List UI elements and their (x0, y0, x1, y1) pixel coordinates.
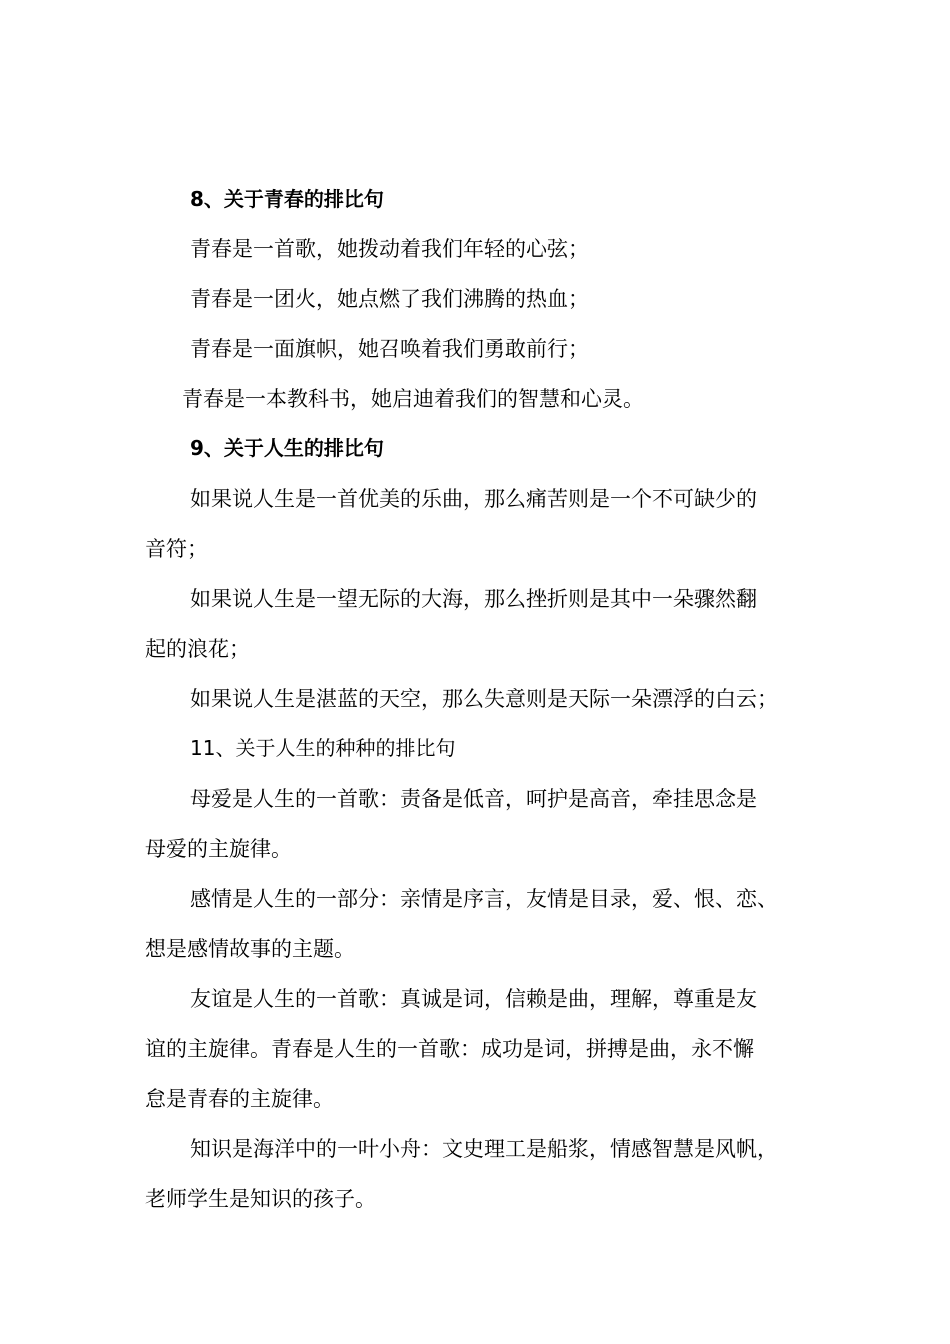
paragraph-line: 青春是一团火，她点燃了我们沸腾的热血； (190, 287, 589, 311)
paragraph-line: 如果说人生是湛蓝的天空，那么失意则是天际一朵漂浮的白云； (190, 687, 778, 711)
section-heading-youth: 8、关于青春的排比句 (190, 187, 384, 211)
paragraph-line: 想是感情故事的主题。 (145, 937, 355, 961)
paragraph-line: 青春是一首歌，她拨动着我们年轻的心弦； (190, 237, 589, 261)
paragraph-line: 起的浪花； (145, 637, 250, 661)
paragraph-line: 感情是人生的一部分：亲情是序言，友情是目录，爱、恨、恋、 (190, 887, 778, 911)
paragraph-line: 友谊是人生的一首歌：真诚是词，信赖是曲，理解，尊重是友 (190, 987, 757, 1011)
paragraph-line: 怠是青春的主旋律。 (145, 1087, 334, 1111)
paragraph-line: 母爱的主旋律。 (145, 837, 292, 861)
paragraph-line: 青春是一面旗帜，她召唤着我们勇敢前行； (190, 337, 589, 361)
section-heading-life-aspects: 11、关于人生的种种的排比句 (190, 736, 456, 760)
paragraph-line: 母爱是人生的一首歌：责备是低音，呵护是高音，牵挂思念是 (190, 787, 757, 811)
paragraph-line: 音符； (145, 537, 208, 561)
paragraph-line: 如果说人生是一首优美的乐曲，那么痛苦则是一个不可缺少的 (190, 487, 757, 511)
paragraph-line: 知识是海洋中的一叶小舟：文史理工是船浆，情感智慧是风帆， (190, 1137, 778, 1161)
section-heading-life: 9、关于人生的排比句 (190, 436, 384, 460)
paragraph-line: 老师学生是知识的孩子。 (145, 1187, 376, 1211)
paragraph-line: 谊的主旋律。青春是人生的一首歌：成功是词，拼搏是曲，永不懈 (145, 1037, 754, 1061)
paragraph-line: 青春是一本教科书，她启迪着我们的智慧和心灵。 (182, 387, 644, 411)
paragraph-line: 如果说人生是一望无际的大海，那么挫折则是其中一朵骤然翻 (190, 587, 757, 611)
